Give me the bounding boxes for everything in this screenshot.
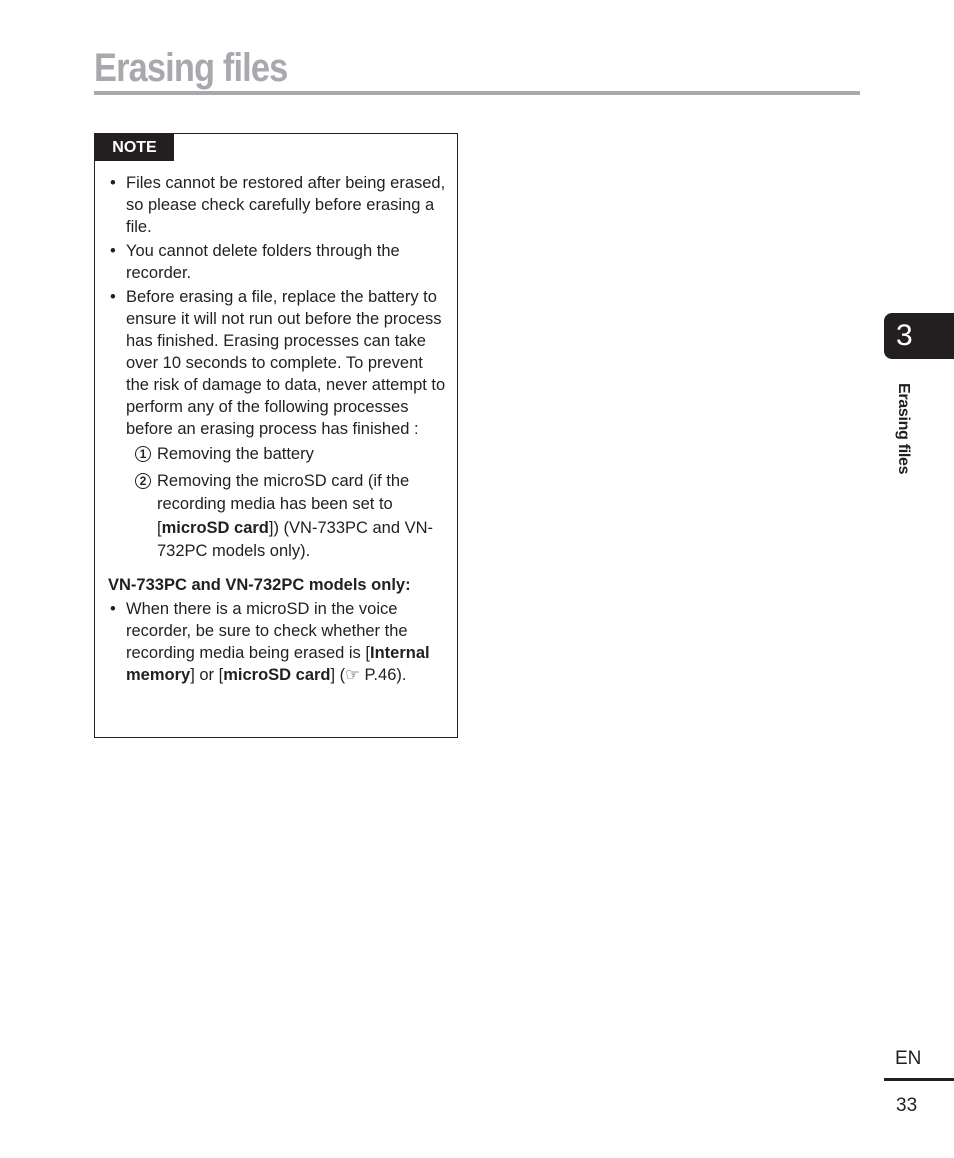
models-bold-1: Internal memory — [126, 643, 430, 684]
step-text-before: Removing the microSD card (if the recording media has been set to [ — [157, 471, 410, 537]
step-number-1: 1 — [135, 446, 151, 462]
step-text-after: ]) (VN-733PC and VN-732PC models only). — [157, 518, 434, 560]
language-label: EN — [895, 1048, 922, 1069]
page-title: Erasing files — [94, 46, 288, 90]
bullet-dot: • — [110, 599, 116, 618]
models-heading: VN-733PC and VN-732PC models only: — [108, 575, 411, 594]
footer-rule — [884, 1078, 954, 1081]
step-item — [108, 443, 448, 467]
bullet-dot: • — [110, 174, 116, 192]
page-number: 33 — [896, 1095, 918, 1116]
step-text: Removing the battery — [157, 445, 314, 463]
note-bullet — [108, 286, 448, 440]
models-text-3: ] (☞ P.46). — [330, 665, 407, 684]
models-text-2: ] or [ — [190, 665, 224, 684]
note-bullet — [108, 240, 448, 284]
step-number-2: 2 — [135, 473, 151, 489]
bullet-dot: • — [110, 242, 116, 260]
models-bold-2: microSD card — [223, 665, 331, 684]
chapter-tab: 3 — [884, 313, 954, 359]
note-body — [108, 172, 448, 688]
note-bullet — [108, 172, 448, 238]
section-side-label: Erasing files — [895, 383, 912, 475]
step-bold-term: microSD card — [161, 518, 269, 537]
note-box — [94, 133, 458, 738]
title-rule — [94, 91, 860, 95]
bullet-dot: • — [110, 288, 116, 306]
note-bullet-text: Files cannot be restored after being erased, so please check carefully before erasing a file. — [126, 174, 446, 236]
note-label: NOTE — [95, 134, 174, 161]
note-bullet-text: You cannot delete folders through the recorder. — [126, 242, 400, 282]
note-bullet-text: Before erasing a file, replace the battery to ensure it will not run out before the process has finished. Erasing processes can take over 10 seconds to complete. To prevent the risk of damage to data, never attempt to perform any of the following processes before an erasing process has finished : — [126, 288, 446, 438]
models-bullet — [108, 598, 448, 686]
models-text-1: When there is a microSD in the voice recorder, be sure to check whether the recording media being erased is [ — [126, 599, 408, 662]
step-item — [108, 470, 448, 564]
